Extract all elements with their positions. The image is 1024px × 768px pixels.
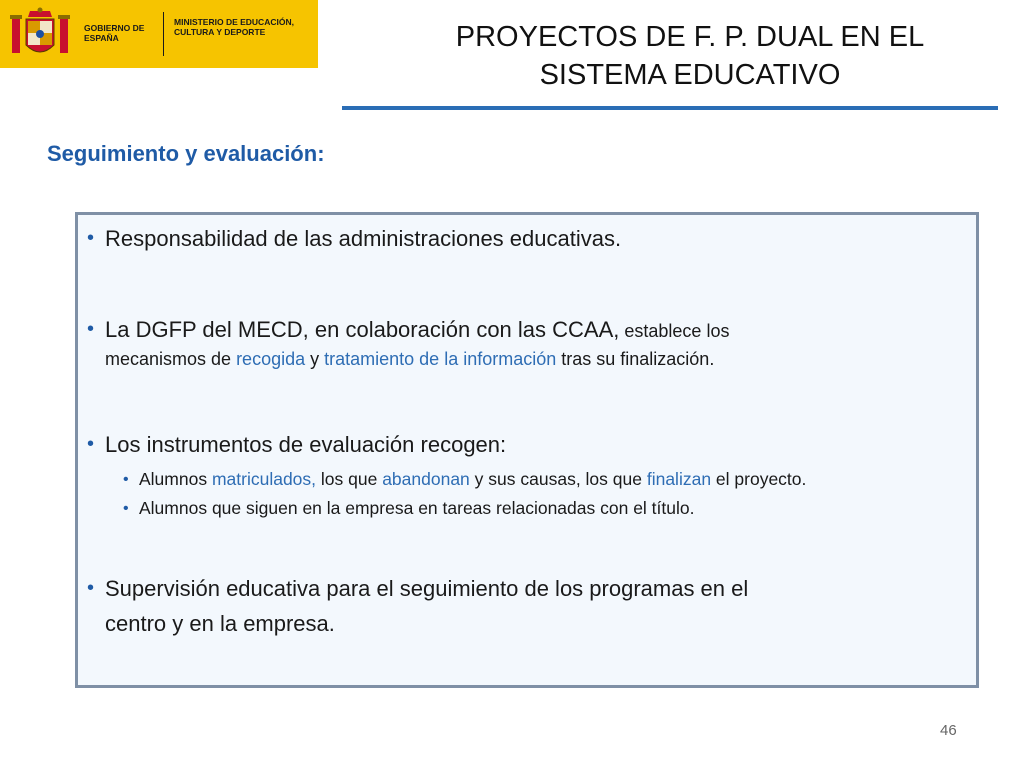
coat-of-arms-icon [8, 7, 72, 63]
sub1-finalizan: finalizan [646, 469, 712, 489]
page-number: 46 [940, 722, 957, 739]
bullet-4-line-1: Supervisión educativa para el seguimiento de los programas en el [105, 576, 749, 601]
bullet-2-line2-c: y [305, 349, 325, 369]
sub1-matriculados: matriculados, [211, 469, 317, 489]
logo-gobierno-text: GOBIERNO DE ESPAÑA [84, 23, 145, 43]
bullet-icon: • [87, 318, 95, 340]
title-underline [342, 106, 998, 110]
bullet-1-text: Responsabilidad de las administraciones educativas. [105, 226, 622, 251]
bullet-2-text-a: La DGFP del MECD, en colaboración con las CCAA, [105, 317, 620, 342]
sub-bullet-icon: • [123, 500, 129, 517]
bullet-item-3 [87, 428, 507, 461]
bullet-item-2 [87, 313, 730, 348]
bullet-2-recogida: recogida [236, 349, 306, 369]
bullet-icon: • [87, 577, 95, 599]
bullet-item-4-line-2: centro y en la empresa. [105, 611, 335, 636]
ministry-logo [0, 0, 318, 68]
page-title [390, 18, 990, 94]
sub1-g: el proyecto. [711, 469, 807, 489]
logo-divider [163, 12, 164, 56]
sub1-e: y sus causas, los que [469, 469, 647, 489]
bullet-item-4 [87, 572, 749, 605]
sub1-c: los que [316, 469, 383, 489]
bullet-item-1 [87, 222, 622, 255]
sub2-text: Alumnos que siguen en la empresa en tareas relacionadas con el título. [139, 498, 695, 518]
sub-bullet-1 [123, 465, 807, 494]
bullet-2-line2-a: mecanismos de [105, 349, 237, 369]
sub1-a: Alumnos [139, 469, 212, 489]
title-line-1: PROYECTOS DE F. P. DUAL EN EL [455, 21, 925, 53]
bullet-2-tratamiento: tratamiento de la información [324, 349, 557, 369]
section-title: Seguimiento y evaluación: [47, 141, 325, 166]
sub-bullet-2 [123, 494, 695, 523]
logo-ministerio-text: MINISTERIO DE EDUCACIÓN, CULTURA Y DEPORTE [174, 17, 294, 37]
sub-bullet-icon: • [123, 471, 129, 488]
bullet-2-line2-e: tras su finalización. [556, 349, 715, 369]
title-line-2: SISTEMA EDUCATIVO [539, 59, 841, 91]
bullet-2-text-b: establece los [619, 321, 730, 341]
bullet-icon: • [87, 433, 95, 455]
sub1-abandonan: abandonan [382, 469, 470, 489]
bullet-icon: • [87, 227, 95, 249]
bullet-3-text: Los instrumentos de evaluación recogen: [105, 432, 507, 457]
bullet-item-2-line-2 [105, 344, 714, 374]
